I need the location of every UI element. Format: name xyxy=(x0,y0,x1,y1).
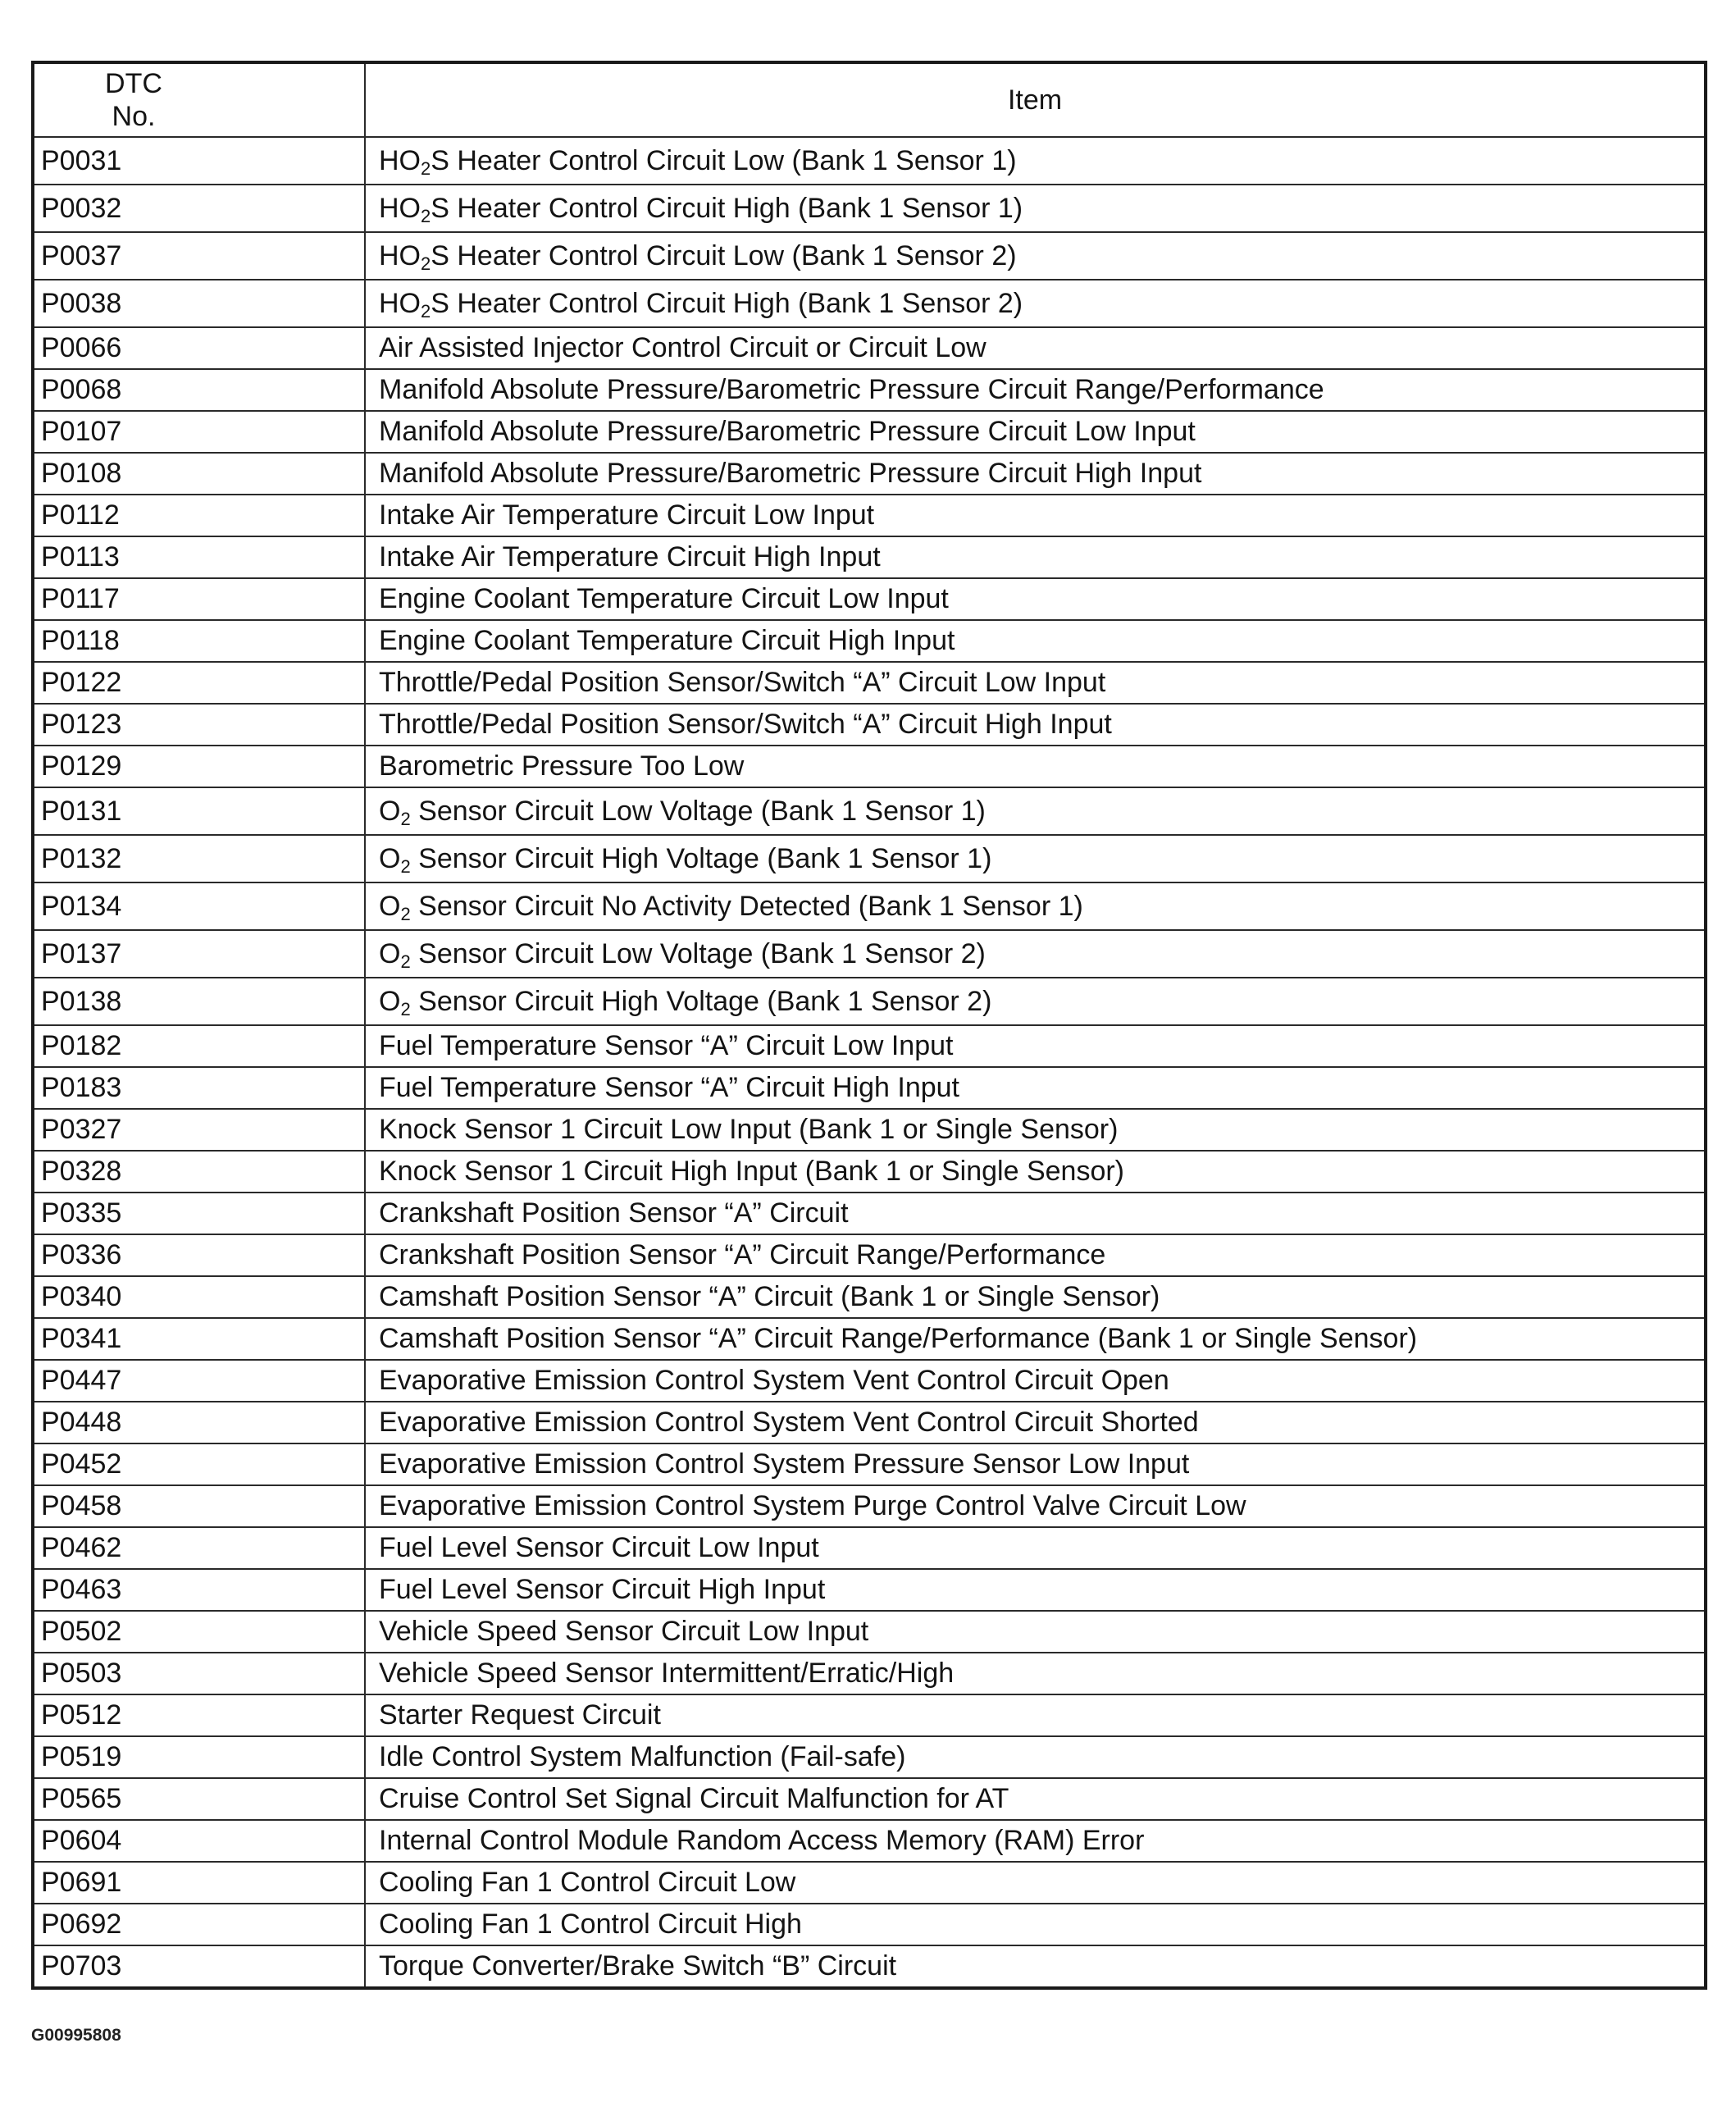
dtc-code-cell: P0138 xyxy=(33,978,365,1025)
dtc-code-cell: P0340 xyxy=(33,1276,365,1318)
table-row xyxy=(33,1736,1706,1778)
dtc-item-cell: Fuel Temperature Sensor “A” Circuit High Input xyxy=(365,1067,1706,1109)
dtc-code-cell: P0183 xyxy=(33,1067,365,1109)
dtc-code-cell: P0604 xyxy=(33,1820,365,1862)
table-row xyxy=(33,1485,1706,1527)
table-row xyxy=(33,1527,1706,1569)
dtc-code-cell: P0031 xyxy=(33,137,365,185)
dtc-code-cell: P0452 xyxy=(33,1443,365,1485)
dtc-item-cell: Camshaft Position Sensor “A” Circuit Range/Performance (Bank 1 or Single Sensor) xyxy=(365,1318,1706,1360)
dtc-item-cell: Cooling Fan 1 Control Circuit Low xyxy=(365,1862,1706,1904)
table-row xyxy=(33,1611,1706,1653)
dtc-code-cell: P0335 xyxy=(33,1193,365,1234)
table-row xyxy=(33,280,1706,327)
dtc-item-cell: Barometric Pressure Too Low xyxy=(365,746,1706,787)
table-row xyxy=(33,1653,1706,1694)
table-row xyxy=(33,930,1706,978)
dtc-code-cell: P0129 xyxy=(33,746,365,787)
table-row xyxy=(33,1360,1706,1402)
table-row xyxy=(33,1402,1706,1443)
dtc-code-cell: P0463 xyxy=(33,1569,365,1611)
dtc-item-cell: Idle Control System Malfunction (Fail-safe) xyxy=(365,1736,1706,1778)
dtc-item-cell: Engine Coolant Temperature Circuit Low Input xyxy=(365,578,1706,620)
dtc-code-cell: P0448 xyxy=(33,1402,365,1443)
dtc-item-cell: Throttle/Pedal Position Sensor/Switch “A” Circuit High Input xyxy=(365,704,1706,746)
dtc-code-cell: P0341 xyxy=(33,1318,365,1360)
dtc-item-cell: Camshaft Position Sensor “A” Circuit (Bank 1 or Single Sensor) xyxy=(365,1276,1706,1318)
table-row xyxy=(33,185,1706,232)
dtc-code-cell: P0336 xyxy=(33,1234,365,1276)
table-row xyxy=(33,232,1706,280)
dtc-item-cell: $O_2$ Sensor Circuit Low Voltage (Bank 1 Sensor 1) xyxy=(365,787,1706,835)
table-row xyxy=(33,411,1706,453)
table-row xyxy=(33,746,1706,787)
dtc-item-cell: Crankshaft Position Sensor “A” Circuit xyxy=(365,1193,1706,1234)
dtc-code-cell: P0066 xyxy=(33,327,365,369)
dtc-code-cell: P0502 xyxy=(33,1611,365,1653)
dtc-code-cell: P0117 xyxy=(33,578,365,620)
dtc-code-cell: P0512 xyxy=(33,1694,365,1736)
table-row xyxy=(33,137,1706,185)
table-row xyxy=(33,453,1706,495)
dtc-item-cell: Torque Converter/Brake Switch “B” Circuit xyxy=(365,1945,1706,1988)
table-row xyxy=(33,495,1706,536)
table-row xyxy=(33,1151,1706,1193)
dtc-code-cell: P0032 xyxy=(33,185,365,232)
dtc-code-cell: P0565 xyxy=(33,1778,365,1820)
table-row xyxy=(33,662,1706,704)
dtc-item-cell: $O_2$ Sensor Circuit High Voltage (Bank 1 Sensor 1) xyxy=(365,835,1706,882)
dtc-code-cell: P0692 xyxy=(33,1904,365,1945)
dtc-item-cell: Air Assisted Injector Control Circuit or Circuit Low xyxy=(365,327,1706,369)
dtc-code-cell: P0503 xyxy=(33,1653,365,1694)
dtc-code-cell: P0462 xyxy=(33,1527,365,1569)
dtc-item-cell: Crankshaft Position Sensor “A” Circuit Range/Performance xyxy=(365,1234,1706,1276)
dtc-code-cell: P0118 xyxy=(33,620,365,662)
table-row xyxy=(33,1904,1706,1945)
table-row xyxy=(33,835,1706,882)
dtc-code-cell: P0113 xyxy=(33,536,365,578)
dtc-code-cell: P0328 xyxy=(33,1151,365,1193)
table-row xyxy=(33,1318,1706,1360)
dtc-header-line2: No. xyxy=(112,101,156,132)
table-row xyxy=(33,882,1706,930)
dtc-code-cell: P0703 xyxy=(33,1945,365,1988)
dtc-code-cell: P0137 xyxy=(33,930,365,978)
dtc-item-cell: Manifold Absolute Pressure/Barometric Pressure Circuit High Input xyxy=(365,453,1706,495)
dtc-item-cell: Evaporative Emission Control System Vent Control Circuit Shorted xyxy=(365,1402,1706,1443)
table-row xyxy=(33,1694,1706,1736)
table-row xyxy=(33,1234,1706,1276)
table-row xyxy=(33,1025,1706,1067)
dtc-item-cell: Cruise Control Set Signal Circuit Malfunction for AT xyxy=(365,1778,1706,1820)
table-row xyxy=(33,578,1706,620)
dtc-item-cell: Fuel Level Sensor Circuit Low Input xyxy=(365,1527,1706,1569)
dtc-code-cell: P0132 xyxy=(33,835,365,882)
dtc-code-cell: P0458 xyxy=(33,1485,365,1527)
header-row xyxy=(33,62,1706,137)
table-row xyxy=(33,787,1706,835)
dtc-code-cell: P0519 xyxy=(33,1736,365,1778)
figure-id: G00995808 xyxy=(31,2026,121,2045)
dtc-item-cell: Fuel Temperature Sensor “A” Circuit Low Input xyxy=(365,1025,1706,1067)
dtc-item-cell: Internal Control Module Random Access Memory (RAM) Error xyxy=(365,1820,1706,1862)
dtc-code-cell: P0112 xyxy=(33,495,365,536)
dtc-item-cell: Knock Sensor 1 Circuit High Input (Bank 1 or Single Sensor) xyxy=(365,1151,1706,1193)
dtc-item-cell: Vehicle Speed Sensor Circuit Low Input xyxy=(365,1611,1706,1653)
dtc-item-cell: $HO_2S$ Heater Control Circuit High (Bank 1 Sensor 1) xyxy=(365,185,1706,232)
dtc-item-cell: Manifold Absolute Pressure/Barometric Pressure Circuit Low Input xyxy=(365,411,1706,453)
table-row xyxy=(33,536,1706,578)
dtc-code-cell: P0108 xyxy=(33,453,365,495)
dtc-item-cell: Evaporative Emission Control System Purge Control Valve Circuit Low xyxy=(365,1485,1706,1527)
dtc-code-cell: P0182 xyxy=(33,1025,365,1067)
table-header xyxy=(33,62,1706,137)
dtc-item-cell: $O_2$ Sensor Circuit No Activity Detected (Bank 1 Sensor 1) xyxy=(365,882,1706,930)
dtc-item-cell: $O_2$ Sensor Circuit High Voltage (Bank 1 Sensor 2) xyxy=(365,978,1706,1025)
dtc-code-cell: P0038 xyxy=(33,280,365,327)
dtc-item-cell: Intake Air Temperature Circuit Low Input xyxy=(365,495,1706,536)
table-row xyxy=(33,327,1706,369)
dtc-item-cell: $O_2$ Sensor Circuit Low Voltage (Bank 1 Sensor 2) xyxy=(365,930,1706,978)
dtc-table xyxy=(31,61,1707,1990)
dtc-item-cell: Throttle/Pedal Position Sensor/Switch “A” Circuit Low Input xyxy=(365,662,1706,704)
dtc-header-line1: DTC xyxy=(105,68,162,99)
table-row xyxy=(33,1820,1706,1862)
table-row xyxy=(33,1945,1706,1988)
dtc-code-cell: P0447 xyxy=(33,1360,365,1402)
table-row xyxy=(33,1067,1706,1109)
dtc-code-cell: P0131 xyxy=(33,787,365,835)
dtc-item-cell: Fuel Level Sensor Circuit High Input xyxy=(365,1569,1706,1611)
dtc-code-cell: P0107 xyxy=(33,411,365,453)
dtc-code-cell: P0037 xyxy=(33,232,365,280)
dtc-item-cell: $HO_2S$ Heater Control Circuit Low (Bank 1 Sensor 2) xyxy=(365,232,1706,280)
table-row xyxy=(33,1778,1706,1820)
dtc-item-cell: $HO_2S$ Heater Control Circuit Low (Bank 1 Sensor 1) xyxy=(365,137,1706,185)
table-row xyxy=(33,1862,1706,1904)
item-header: Item xyxy=(365,62,1706,137)
dtc-item-cell: Knock Sensor 1 Circuit Low Input (Bank 1 or Single Sensor) xyxy=(365,1109,1706,1151)
table-row xyxy=(33,1443,1706,1485)
dtc-code-cell: P0122 xyxy=(33,662,365,704)
table-row xyxy=(33,978,1706,1025)
dtc-item-cell: Engine Coolant Temperature Circuit High Input xyxy=(365,620,1706,662)
table-row xyxy=(33,1193,1706,1234)
dtc-code-cell: P0068 xyxy=(33,369,365,411)
table-row xyxy=(33,704,1706,746)
dtc-code-cell: P0134 xyxy=(33,882,365,930)
dtc-item-cell: Evaporative Emission Control System Vent Control Circuit Open xyxy=(365,1360,1706,1402)
dtc-item-cell: $HO_2S$ Heater Control Circuit High (Bank 1 Sensor 2) xyxy=(365,280,1706,327)
dtc-item-cell: Manifold Absolute Pressure/Barometric Pressure Circuit Range/Performance xyxy=(365,369,1706,411)
table-row xyxy=(33,1109,1706,1151)
table-row xyxy=(33,1569,1706,1611)
dtc-item-cell: Evaporative Emission Control System Pressure Sensor Low Input xyxy=(365,1443,1706,1485)
dtc-item-cell: Vehicle Speed Sensor Intermittent/Erratic/High xyxy=(365,1653,1706,1694)
dtc-item-cell: Intake Air Temperature Circuit High Input xyxy=(365,536,1706,578)
dtc-code-cell: P0123 xyxy=(33,704,365,746)
table-row xyxy=(33,620,1706,662)
table-row xyxy=(33,369,1706,411)
dtc-item-cell: Starter Request Circuit xyxy=(365,1694,1706,1736)
dtc-no-header xyxy=(33,62,365,137)
dtc-code-cell: P0691 xyxy=(33,1862,365,1904)
dtc-item-cell: Cooling Fan 1 Control Circuit High xyxy=(365,1904,1706,1945)
table-row xyxy=(33,1276,1706,1318)
table-body xyxy=(33,137,1706,1988)
dtc-code-cell: P0327 xyxy=(33,1109,365,1151)
